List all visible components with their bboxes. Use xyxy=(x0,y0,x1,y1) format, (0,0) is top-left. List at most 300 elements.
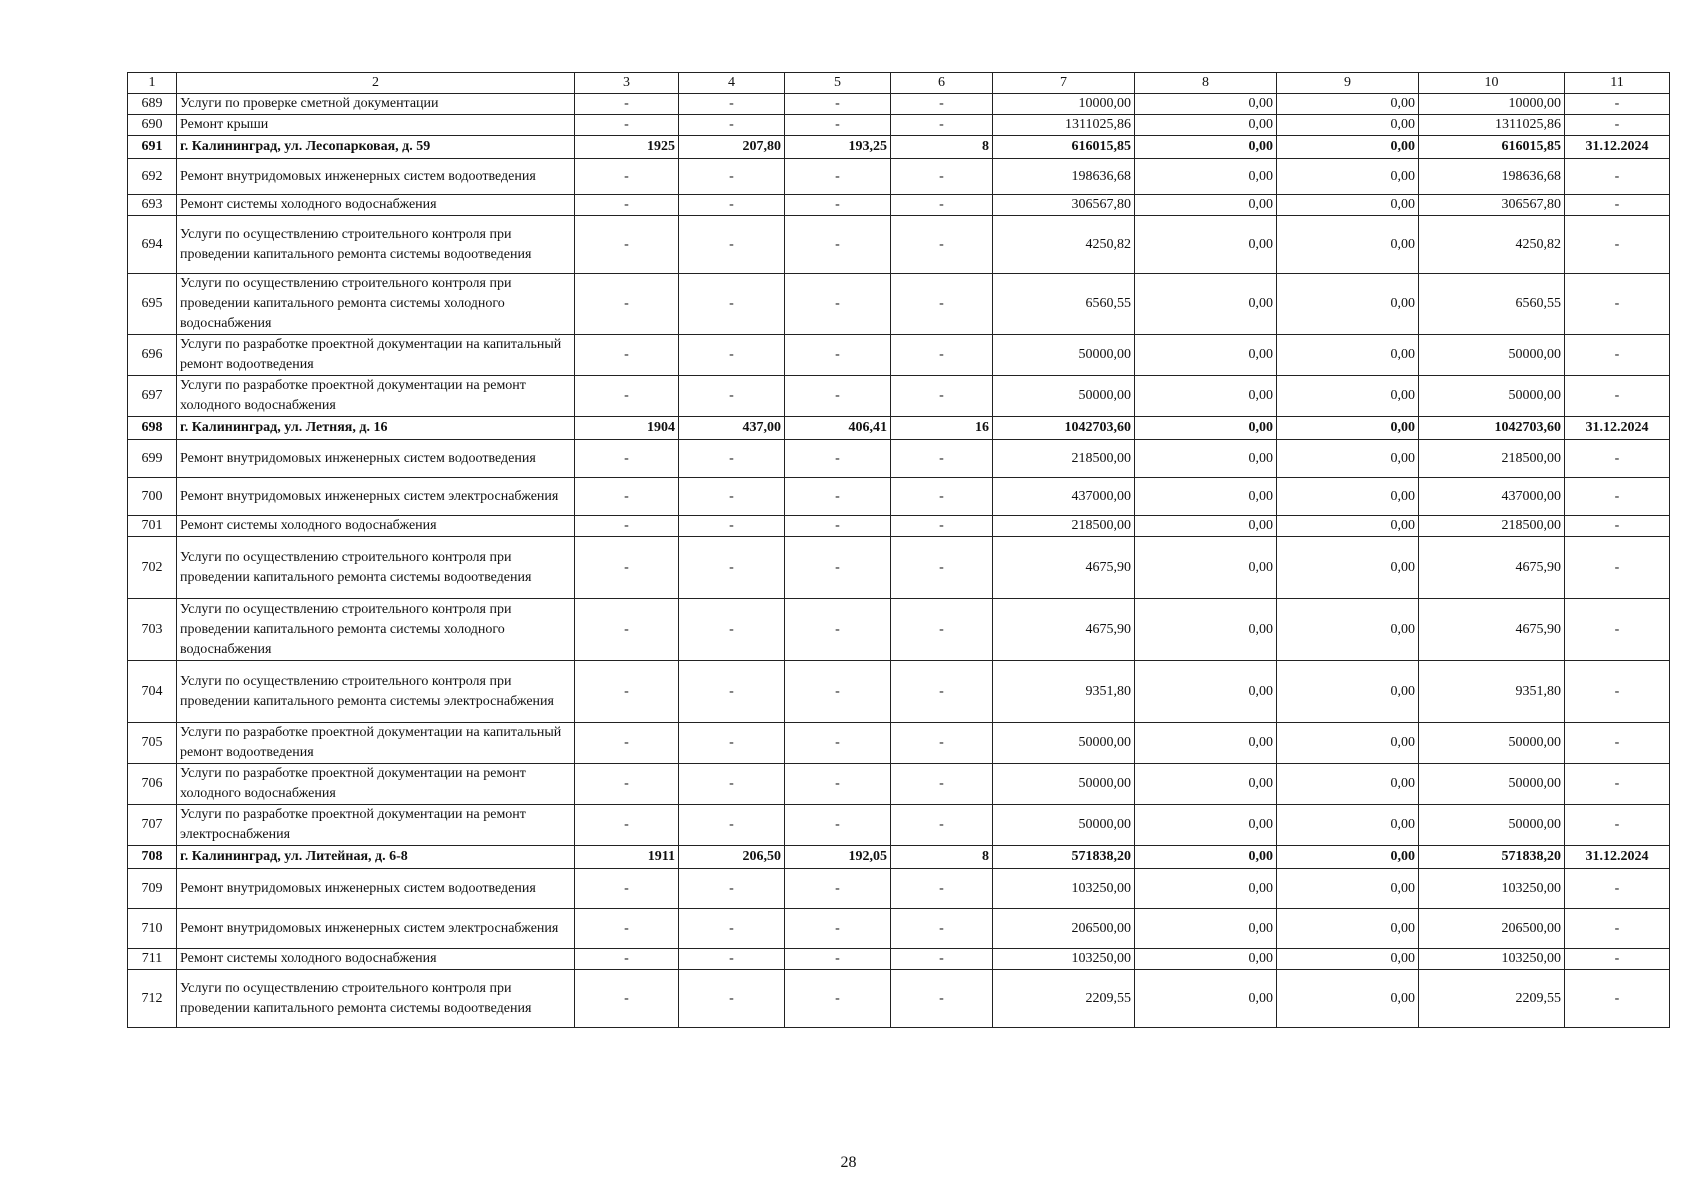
build-year-cell: - xyxy=(575,909,679,949)
header-cell: 9 xyxy=(1277,73,1419,94)
budget-cost-cell: 0,00 xyxy=(1277,909,1419,949)
build-year-cell: - xyxy=(575,478,679,516)
fund-cost-cell: 0,00 xyxy=(1135,661,1277,723)
budget-cost-cell: 0,00 xyxy=(1277,805,1419,846)
header-cell: 11 xyxy=(1565,73,1670,94)
build-year-cell: - xyxy=(575,537,679,599)
row-number-cell: 704 xyxy=(128,661,177,723)
budget-cost-cell: 0,00 xyxy=(1277,440,1419,478)
header-cell: 7 xyxy=(993,73,1135,94)
fund-cost-cell: 0,00 xyxy=(1135,136,1277,159)
total-area-cell: 437,00 xyxy=(679,417,785,440)
budget-cost-cell: 0,00 xyxy=(1277,661,1419,723)
table-row xyxy=(128,723,1670,764)
row-number-cell: 705 xyxy=(128,723,177,764)
completion-date-cell: - xyxy=(1565,949,1670,970)
row-number-cell: 701 xyxy=(128,516,177,537)
total-area-cell: - xyxy=(679,949,785,970)
completion-date-cell: 31.12.2024 xyxy=(1565,136,1670,159)
total-cost-cell: 50000,00 xyxy=(993,335,1135,376)
owner-cost-cell: 1042703,60 xyxy=(1419,417,1565,440)
residents-cell: 8 xyxy=(891,136,993,159)
table-row xyxy=(128,159,1670,195)
budget-cost-cell: 0,00 xyxy=(1277,274,1419,335)
fund-cost-cell: 0,00 xyxy=(1135,216,1277,274)
owner-cost-cell: 50000,00 xyxy=(1419,805,1565,846)
total-area-cell: 207,80 xyxy=(679,136,785,159)
residents-cell: - xyxy=(891,195,993,216)
total-cost-cell: 50000,00 xyxy=(993,723,1135,764)
fund-cost-cell: 0,00 xyxy=(1135,94,1277,115)
fund-cost-cell: 0,00 xyxy=(1135,159,1277,195)
living-area-cell: - xyxy=(785,478,891,516)
living-area-cell: 192,05 xyxy=(785,846,891,869)
owner-cost-cell: 306567,80 xyxy=(1419,195,1565,216)
row-number-cell: 690 xyxy=(128,115,177,136)
total-cost-cell: 4675,90 xyxy=(993,599,1135,661)
row-number-cell: 708 xyxy=(128,846,177,869)
total-area-cell: - xyxy=(679,599,785,661)
owner-cost-cell: 50000,00 xyxy=(1419,335,1565,376)
row-name-cell: Ремонт системы холодного водоснабжения xyxy=(177,949,575,970)
fund-cost-cell: 0,00 xyxy=(1135,516,1277,537)
residents-cell: - xyxy=(891,723,993,764)
row-number-cell: 712 xyxy=(128,970,177,1028)
completion-date-cell: - xyxy=(1565,274,1670,335)
row-name-cell: Ремонт системы холодного водоснабжения xyxy=(177,516,575,537)
residents-cell: - xyxy=(891,805,993,846)
build-year-cell: - xyxy=(575,195,679,216)
owner-cost-cell: 50000,00 xyxy=(1419,376,1565,417)
build-year-cell: - xyxy=(575,440,679,478)
owner-cost-cell: 10000,00 xyxy=(1419,94,1565,115)
total-area-cell: - xyxy=(679,478,785,516)
fund-cost-cell: 0,00 xyxy=(1135,195,1277,216)
living-area-cell: - xyxy=(785,909,891,949)
table-row xyxy=(128,661,1670,723)
completion-date-cell: - xyxy=(1565,661,1670,723)
total-area-cell: - xyxy=(679,970,785,1028)
fund-cost-cell: 0,00 xyxy=(1135,970,1277,1028)
page-number: 28 xyxy=(840,1154,857,1171)
owner-cost-cell: 50000,00 xyxy=(1419,723,1565,764)
header-cell: 2 xyxy=(177,73,575,94)
residents-cell: - xyxy=(891,478,993,516)
completion-date-cell: - xyxy=(1565,970,1670,1028)
budget-cost-cell: 0,00 xyxy=(1277,195,1419,216)
build-year-cell: - xyxy=(575,376,679,417)
living-area-cell: - xyxy=(785,869,891,909)
row-name-cell: Услуги по разработке проектной документации на ремонт холодного водоснабжения xyxy=(177,376,575,417)
total-area-cell: - xyxy=(679,661,785,723)
row-name-cell: Услуги по разработке проектной документации на капитальный ремонт водоотведения xyxy=(177,723,575,764)
residents-cell: - xyxy=(891,537,993,599)
total-cost-cell: 4250,82 xyxy=(993,216,1135,274)
residents-cell: - xyxy=(891,764,993,805)
table-row xyxy=(128,970,1670,1028)
header-row xyxy=(128,73,1670,94)
budget-cost-cell: 0,00 xyxy=(1277,159,1419,195)
total-cost-cell: 10000,00 xyxy=(993,94,1135,115)
table-row xyxy=(128,599,1670,661)
row-name-cell: Услуги по осуществлению строительного контроля при проведении капитального ремонта системы водоотведения xyxy=(177,970,575,1028)
completion-date-cell: 31.12.2024 xyxy=(1565,846,1670,869)
header-cell: 1 xyxy=(128,73,177,94)
residents-cell: - xyxy=(891,909,993,949)
owner-cost-cell: 2209,55 xyxy=(1419,970,1565,1028)
row-number-cell: 700 xyxy=(128,478,177,516)
completion-date-cell: - xyxy=(1565,723,1670,764)
address-row xyxy=(128,417,1670,440)
total-cost-cell: 50000,00 xyxy=(993,764,1135,805)
total-cost-cell: 1042703,60 xyxy=(993,417,1135,440)
living-area-cell: - xyxy=(785,516,891,537)
row-name-cell: Услуги по осуществлению строительного контроля при проведении капитального ремонта системы холодного водоснабжения xyxy=(177,599,575,661)
living-area-cell: - xyxy=(785,335,891,376)
budget-cost-cell: 0,00 xyxy=(1277,94,1419,115)
completion-date-cell: - xyxy=(1565,195,1670,216)
repair-program-table xyxy=(127,72,1670,1028)
row-number-cell: 698 xyxy=(128,417,177,440)
row-name-cell: Ремонт внутридомовых инженерных систем электроснабжения xyxy=(177,478,575,516)
budget-cost-cell: 0,00 xyxy=(1277,723,1419,764)
owner-cost-cell: 103250,00 xyxy=(1419,869,1565,909)
total-cost-cell: 571838,20 xyxy=(993,846,1135,869)
row-number-cell: 699 xyxy=(128,440,177,478)
budget-cost-cell: 0,00 xyxy=(1277,869,1419,909)
fund-cost-cell: 0,00 xyxy=(1135,335,1277,376)
living-area-cell: - xyxy=(785,537,891,599)
total-area-cell: - xyxy=(679,216,785,274)
completion-date-cell: 31.12.2024 xyxy=(1565,417,1670,440)
row-name-cell: Услуги по осуществлению строительного контроля при проведении капитального ремонта системы электроснабжения xyxy=(177,661,575,723)
build-year-cell: - xyxy=(575,764,679,805)
fund-cost-cell: 0,00 xyxy=(1135,869,1277,909)
living-area-cell: 406,41 xyxy=(785,417,891,440)
total-cost-cell: 103250,00 xyxy=(993,869,1135,909)
residents-cell: - xyxy=(891,949,993,970)
total-cost-cell: 1311025,86 xyxy=(993,115,1135,136)
budget-cost-cell: 0,00 xyxy=(1277,216,1419,274)
row-number-cell: 703 xyxy=(128,599,177,661)
total-cost-cell: 103250,00 xyxy=(993,949,1135,970)
total-area-cell: - xyxy=(679,723,785,764)
budget-cost-cell: 0,00 xyxy=(1277,478,1419,516)
owner-cost-cell: 1311025,86 xyxy=(1419,115,1565,136)
living-area-cell: - xyxy=(785,440,891,478)
completion-date-cell: - xyxy=(1565,216,1670,274)
address-row xyxy=(128,136,1670,159)
row-name-cell: Услуги по осуществлению строительного контроля при проведении капитального ремонта системы холодного водоснабжения xyxy=(177,274,575,335)
build-year-cell: - xyxy=(575,335,679,376)
residents-cell: - xyxy=(891,115,993,136)
build-year-cell: - xyxy=(575,94,679,115)
total-cost-cell: 218500,00 xyxy=(993,440,1135,478)
table-row xyxy=(128,115,1670,136)
total-cost-cell: 198636,68 xyxy=(993,159,1135,195)
fund-cost-cell: 0,00 xyxy=(1135,115,1277,136)
header-cell: 10 xyxy=(1419,73,1565,94)
table-row xyxy=(128,216,1670,274)
owner-cost-cell: 571838,20 xyxy=(1419,846,1565,869)
build-year-cell: - xyxy=(575,869,679,909)
residents-cell: - xyxy=(891,335,993,376)
total-area-cell: - xyxy=(679,764,785,805)
total-cost-cell: 50000,00 xyxy=(993,805,1135,846)
budget-cost-cell: 0,00 xyxy=(1277,335,1419,376)
row-number-cell: 691 xyxy=(128,136,177,159)
row-name-cell: Услуги по разработке проектной документации на ремонт электроснабжения xyxy=(177,805,575,846)
header-cell: 6 xyxy=(891,73,993,94)
build-year-cell: - xyxy=(575,216,679,274)
residents-cell: - xyxy=(891,661,993,723)
table-row xyxy=(128,335,1670,376)
total-cost-cell: 9351,80 xyxy=(993,661,1135,723)
fund-cost-cell: 0,00 xyxy=(1135,599,1277,661)
owner-cost-cell: 198636,68 xyxy=(1419,159,1565,195)
row-number-cell: 694 xyxy=(128,216,177,274)
completion-date-cell: - xyxy=(1565,335,1670,376)
completion-date-cell: - xyxy=(1565,599,1670,661)
row-name-cell: Услуги по осуществлению строительного контроля при проведении капитального ремонта системы водоотведения xyxy=(177,537,575,599)
living-area-cell: - xyxy=(785,661,891,723)
header-cell: 8 xyxy=(1135,73,1277,94)
row-name-cell: Услуги по разработке проектной документации на капитальный ремонт водоотведения xyxy=(177,335,575,376)
budget-cost-cell: 0,00 xyxy=(1277,516,1419,537)
total-area-cell: - xyxy=(679,335,785,376)
fund-cost-cell: 0,00 xyxy=(1135,805,1277,846)
completion-date-cell: - xyxy=(1565,376,1670,417)
living-area-cell: 193,25 xyxy=(785,136,891,159)
row-number-cell: 706 xyxy=(128,764,177,805)
row-number-cell: 702 xyxy=(128,537,177,599)
residents-cell: - xyxy=(891,516,993,537)
row-name-cell: Ремонт крыши xyxy=(177,115,575,136)
living-area-cell: - xyxy=(785,159,891,195)
completion-date-cell: - xyxy=(1565,516,1670,537)
completion-date-cell: - xyxy=(1565,115,1670,136)
owner-cost-cell: 4675,90 xyxy=(1419,537,1565,599)
row-number-cell: 695 xyxy=(128,274,177,335)
row-name-cell: Ремонт внутридомовых инженерных систем водоотведения xyxy=(177,159,575,195)
owner-cost-cell: 50000,00 xyxy=(1419,764,1565,805)
residents-cell: - xyxy=(891,159,993,195)
owner-cost-cell: 218500,00 xyxy=(1419,440,1565,478)
living-area-cell: - xyxy=(785,805,891,846)
residents-cell: - xyxy=(891,216,993,274)
build-year-cell: - xyxy=(575,723,679,764)
total-cost-cell: 437000,00 xyxy=(993,478,1135,516)
table-row xyxy=(128,949,1670,970)
living-area-cell: - xyxy=(785,94,891,115)
table-row xyxy=(128,94,1670,115)
total-area-cell: - xyxy=(679,376,785,417)
header-cell: 5 xyxy=(785,73,891,94)
residents-cell: 16 xyxy=(891,417,993,440)
budget-cost-cell: 0,00 xyxy=(1277,949,1419,970)
living-area-cell: - xyxy=(785,599,891,661)
total-area-cell: - xyxy=(679,537,785,599)
row-name-cell: Услуги по разработке проектной документации на ремонт холодного водоснабжения xyxy=(177,764,575,805)
residents-cell: - xyxy=(891,440,993,478)
budget-cost-cell: 0,00 xyxy=(1277,136,1419,159)
total-area-cell: - xyxy=(679,115,785,136)
table-row xyxy=(128,537,1670,599)
completion-date-cell: - xyxy=(1565,764,1670,805)
row-name-cell: Услуги по осуществлению строительного контроля при проведении капитального ремонта системы водоотведения xyxy=(177,216,575,274)
fund-cost-cell: 0,00 xyxy=(1135,723,1277,764)
residents-cell: - xyxy=(891,970,993,1028)
total-area-cell: - xyxy=(679,516,785,537)
table-row xyxy=(128,805,1670,846)
living-area-cell: - xyxy=(785,723,891,764)
build-year-cell: - xyxy=(575,516,679,537)
row-name-cell: Услуги по проверке сметной документации xyxy=(177,94,575,115)
budget-cost-cell: 0,00 xyxy=(1277,970,1419,1028)
build-year-cell: 1925 xyxy=(575,136,679,159)
completion-date-cell: - xyxy=(1565,537,1670,599)
total-area-cell: - xyxy=(679,909,785,949)
row-number-cell: 707 xyxy=(128,805,177,846)
row-name-cell: Ремонт внутридомовых инженерных систем водоотведения xyxy=(177,440,575,478)
budget-cost-cell: 0,00 xyxy=(1277,376,1419,417)
living-area-cell: - xyxy=(785,115,891,136)
residents-cell: - xyxy=(891,274,993,335)
owner-cost-cell: 616015,85 xyxy=(1419,136,1565,159)
total-area-cell: - xyxy=(679,274,785,335)
row-number-cell: 692 xyxy=(128,159,177,195)
residents-cell: - xyxy=(891,94,993,115)
owner-cost-cell: 218500,00 xyxy=(1419,516,1565,537)
fund-cost-cell: 0,00 xyxy=(1135,478,1277,516)
budget-cost-cell: 0,00 xyxy=(1277,115,1419,136)
budget-cost-cell: 0,00 xyxy=(1277,417,1419,440)
completion-date-cell: - xyxy=(1565,909,1670,949)
completion-date-cell: - xyxy=(1565,440,1670,478)
completion-date-cell: - xyxy=(1565,869,1670,909)
total-cost-cell: 616015,85 xyxy=(993,136,1135,159)
table-row xyxy=(128,869,1670,909)
total-cost-cell: 2209,55 xyxy=(993,970,1135,1028)
fund-cost-cell: 0,00 xyxy=(1135,417,1277,440)
fund-cost-cell: 0,00 xyxy=(1135,274,1277,335)
total-cost-cell: 4675,90 xyxy=(993,537,1135,599)
table-row xyxy=(128,478,1670,516)
table-row xyxy=(128,909,1670,949)
table-row xyxy=(128,195,1670,216)
fund-cost-cell: 0,00 xyxy=(1135,764,1277,805)
row-name-cell: Ремонт внутридомовых инженерных систем водоотведения xyxy=(177,869,575,909)
total-cost-cell: 218500,00 xyxy=(993,516,1135,537)
build-year-cell: - xyxy=(575,949,679,970)
table-row xyxy=(128,274,1670,335)
living-area-cell: - xyxy=(785,949,891,970)
row-number-cell: 710 xyxy=(128,909,177,949)
table-row xyxy=(128,376,1670,417)
fund-cost-cell: 0,00 xyxy=(1135,440,1277,478)
build-year-cell: - xyxy=(575,159,679,195)
header-cell: 3 xyxy=(575,73,679,94)
fund-cost-cell: 0,00 xyxy=(1135,949,1277,970)
row-number-cell: 693 xyxy=(128,195,177,216)
build-year-cell: - xyxy=(575,274,679,335)
table-row xyxy=(128,440,1670,478)
build-year-cell: 1904 xyxy=(575,417,679,440)
total-cost-cell: 306567,80 xyxy=(993,195,1135,216)
living-area-cell: - xyxy=(785,376,891,417)
completion-date-cell: - xyxy=(1565,94,1670,115)
table-row xyxy=(128,516,1670,537)
total-area-cell: - xyxy=(679,440,785,478)
total-cost-cell: 50000,00 xyxy=(993,376,1135,417)
total-area-cell: - xyxy=(679,159,785,195)
build-year-cell: - xyxy=(575,599,679,661)
residents-cell: - xyxy=(891,599,993,661)
completion-date-cell: - xyxy=(1565,478,1670,516)
row-number-cell: 689 xyxy=(128,94,177,115)
total-area-cell: - xyxy=(679,195,785,216)
fund-cost-cell: 0,00 xyxy=(1135,909,1277,949)
fund-cost-cell: 0,00 xyxy=(1135,376,1277,417)
living-area-cell: - xyxy=(785,216,891,274)
total-area-cell: - xyxy=(679,805,785,846)
owner-cost-cell: 6560,55 xyxy=(1419,274,1565,335)
budget-cost-cell: 0,00 xyxy=(1277,764,1419,805)
build-year-cell: - xyxy=(575,805,679,846)
budget-cost-cell: 0,00 xyxy=(1277,599,1419,661)
residents-cell: 8 xyxy=(891,846,993,869)
residents-cell: - xyxy=(891,376,993,417)
owner-cost-cell: 437000,00 xyxy=(1419,478,1565,516)
row-name-cell: Ремонт системы холодного водоснабжения xyxy=(177,195,575,216)
budget-cost-cell: 0,00 xyxy=(1277,537,1419,599)
build-year-cell: - xyxy=(575,661,679,723)
total-cost-cell: 6560,55 xyxy=(993,274,1135,335)
living-area-cell: - xyxy=(785,970,891,1028)
total-area-cell: 206,50 xyxy=(679,846,785,869)
build-year-cell: - xyxy=(575,115,679,136)
row-name-cell: Ремонт внутридомовых инженерных систем электроснабжения xyxy=(177,909,575,949)
row-number-cell: 711 xyxy=(128,949,177,970)
completion-date-cell: - xyxy=(1565,159,1670,195)
address-row xyxy=(128,846,1670,869)
owner-cost-cell: 103250,00 xyxy=(1419,949,1565,970)
total-area-cell: - xyxy=(679,869,785,909)
owner-cost-cell: 4250,82 xyxy=(1419,216,1565,274)
row-number-cell: 696 xyxy=(128,335,177,376)
total-cost-cell: 206500,00 xyxy=(993,909,1135,949)
owner-cost-cell: 4675,90 xyxy=(1419,599,1565,661)
owner-cost-cell: 206500,00 xyxy=(1419,909,1565,949)
living-area-cell: - xyxy=(785,764,891,805)
fund-cost-cell: 0,00 xyxy=(1135,537,1277,599)
build-year-cell: 1911 xyxy=(575,846,679,869)
build-year-cell: - xyxy=(575,970,679,1028)
fund-cost-cell: 0,00 xyxy=(1135,846,1277,869)
completion-date-cell: - xyxy=(1565,805,1670,846)
residents-cell: - xyxy=(891,869,993,909)
row-name-cell: г. Калининград, ул. Лесопарковая, д. 59 xyxy=(177,136,575,159)
total-area-cell: - xyxy=(679,94,785,115)
header-cell: 4 xyxy=(679,73,785,94)
owner-cost-cell: 9351,80 xyxy=(1419,661,1565,723)
row-number-cell: 709 xyxy=(128,869,177,909)
row-name-cell: г. Калининград, ул. Литейная, д. 6-8 xyxy=(177,846,575,869)
budget-cost-cell: 0,00 xyxy=(1277,846,1419,869)
table-row xyxy=(128,764,1670,805)
living-area-cell: - xyxy=(785,195,891,216)
living-area-cell: - xyxy=(785,274,891,335)
